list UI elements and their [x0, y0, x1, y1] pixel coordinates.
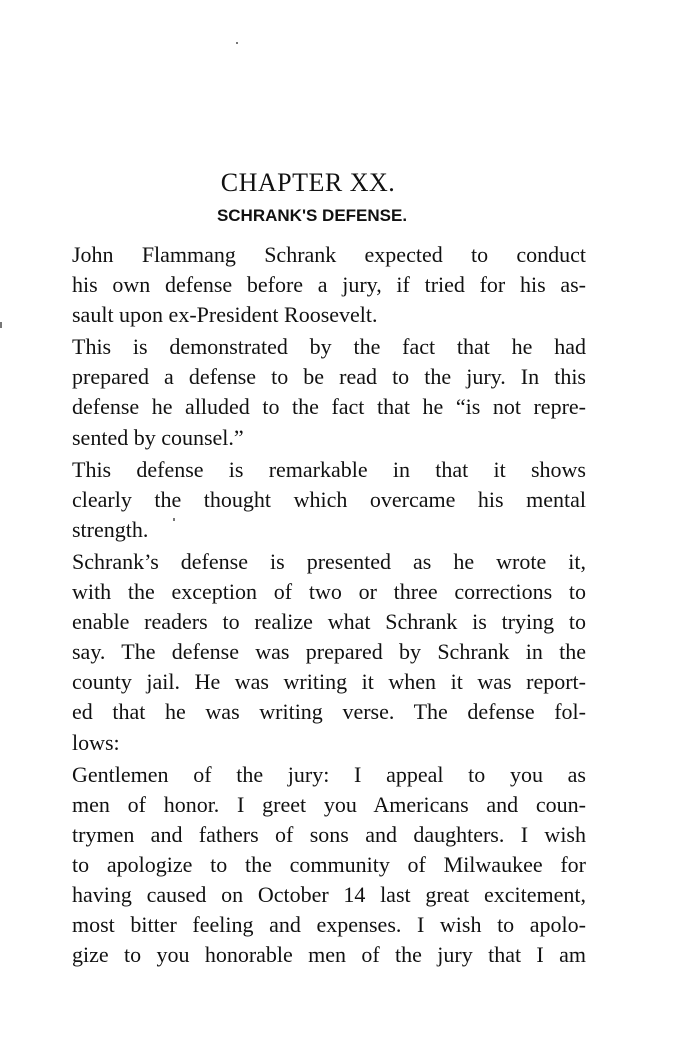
text-line: his own defense before a jury, if tried for his as- [72, 272, 586, 298]
paragraph [34, 760, 586, 971]
body-text [34, 240, 586, 972]
scan-speck [0, 322, 2, 328]
text-line: trymen and fathers of sons and daughters. I wish [72, 821, 586, 847]
text-line: having caused on October 14 last great excitement, [72, 881, 586, 907]
text-line: with the exception of two or three corrections to [72, 579, 586, 605]
text-line: men of honor. I greet you Americans and coun- [72, 791, 586, 817]
text-line: sault upon ex-President Roosevelt. [72, 302, 378, 328]
text-line: prepared a defense to be read to the jury. In this [72, 364, 586, 390]
text-line: sented by counsel.” [72, 424, 244, 450]
text-line: county jail. He was writing it when it was report- [72, 669, 586, 695]
text-line: This is demonstrated by the fact that he had [72, 334, 586, 360]
paragraph [34, 240, 586, 330]
text-line: lows: [72, 729, 120, 755]
text-line: John Flammang Schrank expected to conduct [72, 242, 586, 267]
paragraph [34, 547, 586, 758]
scan-speck [236, 42, 238, 44]
paragraph [34, 332, 586, 452]
text-line: defense he alluded to the fact that he “is not repre- [72, 394, 586, 420]
text-line: to apologize to the community of Milwaukee for [72, 851, 586, 877]
text-line: most bitter feeling and expenses. I wish to apolo- [72, 912, 586, 938]
text-line: Gentlemen of the jury: I appeal to you as [72, 761, 586, 787]
text-line: enable readers to realize what Schrank is trying to [72, 609, 586, 635]
text-line: Schrank’s defense is presented as he wrote it, [72, 548, 586, 574]
text-line: strength. [72, 516, 149, 542]
text-line: ed that he was writing verse. The defense fol- [72, 699, 586, 725]
text-line: This defense is remarkable in that it shows [72, 456, 586, 482]
text-line: clearly the thought which overcame his mental [72, 486, 586, 512]
paragraph [34, 455, 586, 545]
text-line: gize to you honorable men of the jury that I am [72, 942, 586, 968]
section-title: SCHRANK'S DEFENSE. [216, 206, 408, 225]
chapter-title: CHAPTER XX. [220, 168, 396, 197]
text-line: say. The defense was prepared by Schrank in the [72, 639, 586, 665]
